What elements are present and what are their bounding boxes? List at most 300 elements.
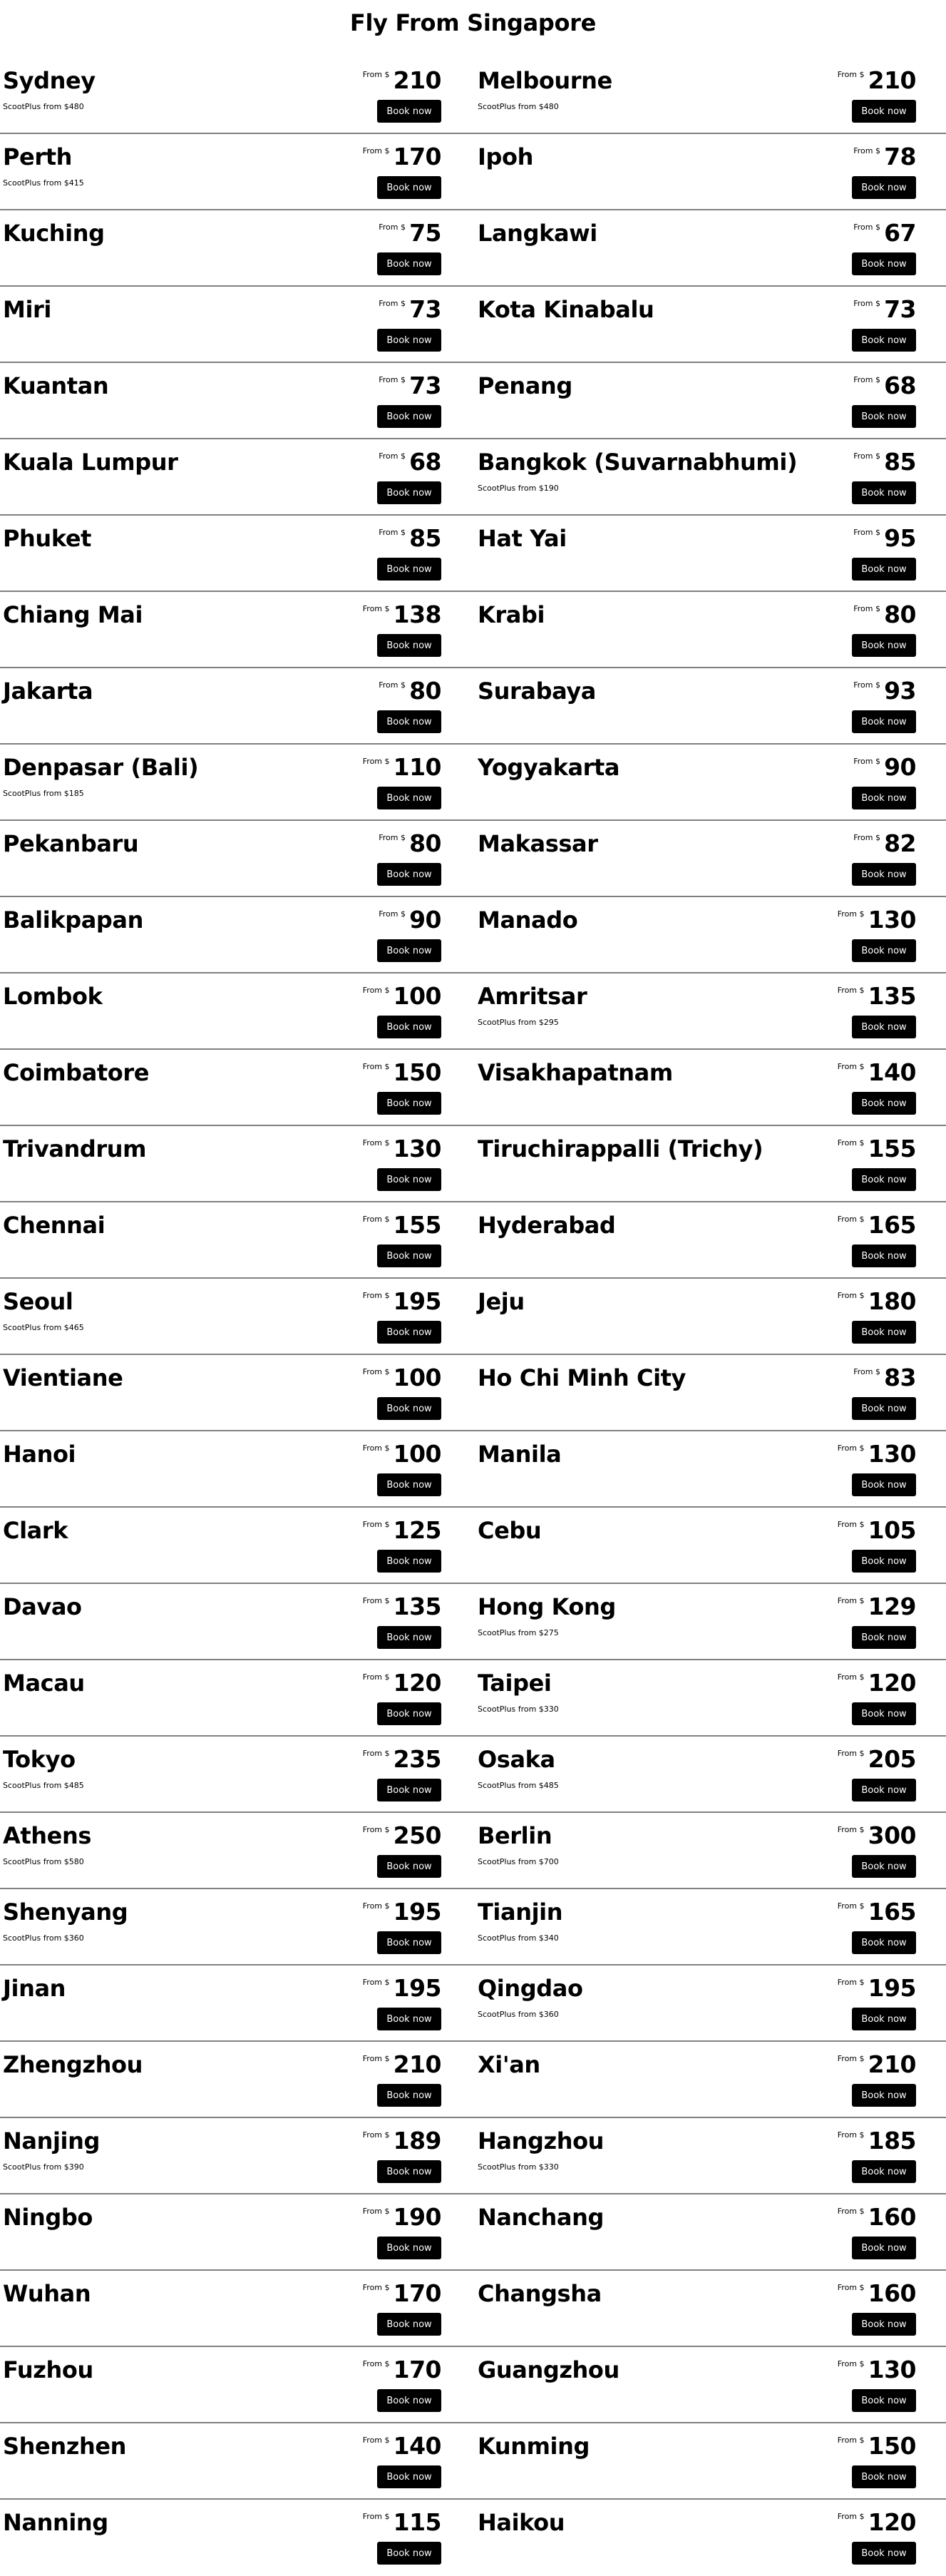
book-now-button[interactable]: Book now (377, 1092, 441, 1115)
from-label: From $ (837, 1901, 865, 1911)
book-now-button[interactable]: Book now (852, 2465, 916, 2488)
destination-card (3, 58, 441, 133)
book-now-button[interactable]: Book now (852, 2008, 916, 2030)
book-now-button[interactable]: Book now (852, 2389, 916, 2412)
price-value: 110 (393, 753, 441, 781)
destination-card (478, 1737, 916, 1811)
destination-city: Shenyang (3, 1898, 128, 1926)
price-value: 90 (884, 753, 916, 781)
book-now-button[interactable]: Book now (852, 1016, 916, 1038)
book-now-button[interactable]: Book now (852, 2237, 916, 2259)
from-label: From $ (837, 2130, 865, 2140)
price-value: 210 (393, 2050, 441, 2078)
scootplus-fare: ScootPlus from $580 (3, 1857, 84, 1866)
from-label: From $ (853, 757, 880, 766)
book-now-button[interactable]: Book now (377, 1626, 441, 1649)
book-now-button[interactable]: Book now (377, 787, 441, 809)
destination-city: Wuhan (3, 2280, 91, 2307)
fare-price (853, 372, 916, 399)
destination-city: Vientiane (3, 1364, 123, 1391)
fare-price (838, 1593, 916, 1620)
fare-price (853, 295, 916, 323)
book-now-button[interactable]: Book now (377, 558, 441, 581)
page-title: Fly From Singapore (349, 9, 597, 36)
book-now-button[interactable]: Book now (377, 1931, 441, 1954)
price-value: 68 (409, 448, 441, 476)
destination-card (478, 1508, 916, 1583)
fare-price (363, 1669, 441, 1697)
fare-price (853, 524, 916, 552)
scootplus-fare: ScootPlus from $485 (3, 1781, 84, 1790)
destination-row (0, 210, 946, 287)
destination-card (3, 1813, 441, 1888)
price-value: 195 (868, 1974, 916, 2002)
destination-city: Manila (478, 1441, 562, 1468)
fare-price (363, 2508, 441, 2536)
book-now-button[interactable]: Book now (852, 1779, 916, 1801)
fare-price (838, 1440, 916, 1468)
price-value: 80 (409, 829, 441, 857)
destination-card (478, 1966, 916, 2040)
destination-city: Bangkok (Suvarnabhumi) (478, 449, 798, 476)
fare-price (363, 1821, 441, 1849)
from-label: From $ (837, 2207, 865, 2216)
from-label: From $ (362, 1978, 390, 1987)
destination-card (478, 58, 916, 133)
from-label: From $ (837, 2436, 865, 2445)
destination-city: Manado (478, 906, 578, 934)
destination-card (478, 1584, 916, 1659)
destination-city: Athens (3, 1822, 91, 1849)
fare-price (838, 1058, 916, 1086)
book-now-button[interactable]: Book now (377, 863, 441, 886)
destination-city: Hyderabad (478, 1212, 616, 1239)
price-value: 105 (868, 1516, 916, 1544)
destination-city: Krabi (478, 601, 545, 628)
book-now-button[interactable]: Book now (852, 2084, 916, 2107)
book-now-button[interactable]: Book now (377, 1397, 441, 1420)
fare-price (379, 906, 441, 934)
from-label: From $ (362, 604, 390, 613)
destination-row (0, 745, 946, 821)
book-now-button[interactable]: Book now (852, 176, 916, 199)
book-now-button[interactable]: Book now (852, 2313, 916, 2336)
destination-card (3, 1050, 441, 1125)
book-now-button[interactable]: Book now (852, 481, 916, 504)
price-value: 67 (884, 219, 916, 247)
destination-card (3, 363, 441, 438)
price-value: 189 (393, 2127, 441, 2155)
destination-city: Xi'an (478, 2051, 540, 2078)
from-label: From $ (362, 1291, 390, 1300)
destination-row (0, 1431, 946, 1508)
fare-price (363, 600, 441, 628)
destination-city: Penang (478, 372, 572, 399)
from-label: From $ (362, 1672, 390, 1682)
book-now-button[interactable]: Book now (852, 2542, 916, 2565)
destination-card (3, 1584, 441, 1659)
destination-city: Berlin (478, 1822, 552, 1849)
book-now-button[interactable]: Book now (852, 1626, 916, 1649)
destination-city: Amritsar (478, 983, 587, 1010)
price-value: 210 (868, 2050, 916, 2078)
destination-card (3, 1966, 441, 2040)
from-label: From $ (853, 451, 880, 461)
book-now-button[interactable]: Book now (377, 100, 441, 123)
destination-card (478, 1660, 916, 1735)
destination-row (0, 1966, 946, 2042)
destination-card (478, 1813, 916, 1888)
fare-price (363, 1593, 441, 1620)
book-now-button[interactable]: Book now (852, 558, 916, 581)
fare-price (363, 1135, 441, 1162)
destination-city: Coimbatore (3, 1059, 150, 1086)
fare-price (379, 372, 441, 399)
from-label: From $ (362, 757, 390, 766)
from-label: From $ (837, 2512, 865, 2521)
from-label: From $ (837, 1978, 865, 1987)
book-now-button[interactable]: Book now (377, 252, 441, 275)
destination-city: Hat Yai (478, 525, 567, 552)
price-value: 135 (393, 1593, 441, 1620)
destination-city: Jakarta (3, 678, 93, 705)
price-value: 68 (884, 372, 916, 399)
destination-row (0, 439, 946, 516)
destination-row (0, 134, 946, 210)
destination-city: Phuket (3, 525, 92, 552)
price-value: 185 (868, 2127, 916, 2155)
destination-card (3, 2423, 441, 2498)
destination-card (478, 2042, 916, 2117)
price-value: 195 (393, 1974, 441, 2002)
book-now-button[interactable]: Book now (852, 1702, 916, 1725)
price-value: 90 (409, 906, 441, 934)
destination-card (3, 1431, 441, 1506)
destination-card (478, 210, 916, 285)
destination-city: Haikou (478, 2509, 565, 2536)
book-now-button[interactable]: Book now (377, 2313, 441, 2336)
price-value: 235 (393, 1745, 441, 1773)
fare-price (838, 906, 916, 934)
price-value: 100 (393, 982, 441, 1010)
from-label: From $ (362, 1520, 390, 1529)
book-now-button[interactable]: Book now (377, 939, 441, 962)
destination-row (0, 1584, 946, 1660)
book-now-button[interactable]: Book now (377, 405, 441, 428)
price-value: 125 (393, 1516, 441, 1544)
destination-row (0, 1889, 946, 1966)
book-now-button[interactable]: Book now (377, 1168, 441, 1191)
from-label: From $ (837, 1825, 865, 1834)
from-label: From $ (837, 1062, 865, 1071)
fare-price (379, 524, 441, 552)
price-value: 150 (393, 1058, 441, 1086)
price-value: 195 (393, 1898, 441, 1926)
book-now-button[interactable]: Book now (377, 710, 441, 733)
book-now-button[interactable]: Book now (377, 1016, 441, 1038)
price-value: 195 (393, 1287, 441, 1315)
destination-card (478, 2423, 916, 2498)
fare-price (838, 1211, 916, 1239)
destination-city: Clark (3, 1517, 68, 1544)
fare-price (379, 448, 441, 476)
scootplus-fare: ScootPlus from $185 (3, 789, 84, 798)
destination-row (0, 592, 946, 668)
destination-row (0, 58, 946, 134)
from-label: From $ (837, 1138, 865, 1148)
book-now-button[interactable]: Book now (852, 863, 916, 886)
from-label: From $ (837, 1291, 865, 1300)
fare-price (363, 2356, 441, 2383)
book-now-button[interactable]: Book now (852, 939, 916, 962)
fare-price (363, 143, 441, 170)
destination-city: Fuzhou (3, 2356, 93, 2383)
destination-row (0, 2118, 946, 2194)
from-label: From $ (837, 909, 865, 919)
price-value: 82 (884, 829, 916, 857)
book-now-button[interactable]: Book now (852, 710, 916, 733)
book-now-button[interactable]: Book now (377, 1702, 441, 1725)
fare-price (838, 1974, 916, 2002)
price-value: 115 (393, 2508, 441, 2536)
destination-city: Cebu (478, 1517, 542, 1544)
destination-city: Pekanbaru (3, 830, 139, 857)
fare-price (363, 2127, 441, 2155)
destination-row (0, 1813, 946, 1889)
destination-city: Lombok (3, 983, 103, 1010)
from-label: From $ (837, 2054, 865, 2063)
book-now-button[interactable]: Book now (852, 787, 916, 809)
from-label: From $ (853, 1367, 880, 1376)
book-now-button[interactable]: Book now (852, 1397, 916, 1420)
from-label: From $ (853, 604, 880, 613)
price-value: 300 (868, 1821, 916, 1849)
destination-city: Chiang Mai (3, 601, 143, 628)
destination-city: Hong Kong (478, 1593, 616, 1620)
fare-price (853, 677, 916, 705)
from-label: From $ (379, 909, 406, 919)
scootplus-fare: ScootPlus from $465 (3, 1323, 84, 1332)
scootplus-fare: ScootPlus from $390 (3, 2162, 84, 2172)
fare-price (838, 2050, 916, 2078)
price-value: 100 (393, 1440, 441, 1468)
destination-row (0, 287, 946, 363)
book-now-button[interactable]: Book now (377, 176, 441, 199)
destination-city: Perth (3, 143, 73, 170)
price-value: 155 (868, 1135, 916, 1162)
fare-price (363, 1898, 441, 1926)
destination-city: Kuching (3, 220, 105, 247)
destination-card (3, 1355, 441, 1430)
destination-card (3, 287, 441, 362)
from-label: From $ (362, 1596, 390, 1605)
destination-card (478, 897, 916, 972)
book-now-button[interactable]: Book now (852, 100, 916, 123)
scootplus-fare: ScootPlus from $275 (478, 1628, 559, 1637)
price-value: 250 (393, 1821, 441, 1849)
fare-price (363, 1287, 441, 1315)
destination-card (3, 2118, 441, 2193)
book-now-button[interactable]: Book now (852, 1244, 916, 1267)
destination-card (478, 2118, 916, 2193)
fare-price (853, 448, 916, 476)
book-now-button[interactable]: Book now (377, 2084, 441, 2107)
price-value: 129 (868, 1593, 916, 1620)
book-now-button[interactable]: Book now (377, 634, 441, 657)
fare-price (838, 2356, 916, 2383)
fare-price (838, 1898, 916, 1926)
destination-card (478, 287, 916, 362)
from-label: From $ (362, 70, 390, 79)
destination-row (0, 1202, 946, 1279)
destination-card (3, 973, 441, 1048)
from-label: From $ (362, 2359, 390, 2368)
from-label: From $ (362, 1215, 390, 1224)
from-label: From $ (853, 528, 880, 537)
book-now-button[interactable]: Book now (377, 1473, 441, 1496)
book-now-button[interactable]: Book now (852, 1321, 916, 1344)
price-value: 95 (884, 524, 916, 552)
fare-price (363, 1211, 441, 1239)
book-now-button[interactable]: Book now (852, 252, 916, 275)
price-value: 73 (884, 295, 916, 323)
book-now-button[interactable]: Book now (852, 405, 916, 428)
from-label: From $ (853, 223, 880, 232)
price-value: 80 (884, 600, 916, 628)
fare-price (363, 2050, 441, 2078)
destination-row (0, 2423, 946, 2500)
price-value: 120 (868, 1669, 916, 1697)
book-now-button[interactable]: Book now (377, 2389, 441, 2412)
fare-price (838, 2279, 916, 2307)
fare-price (838, 1745, 916, 1773)
book-now-button[interactable]: Book now (852, 1168, 916, 1191)
from-label: From $ (837, 986, 865, 995)
destination-row (0, 1050, 946, 1126)
book-now-button[interactable]: Book now (377, 481, 441, 504)
from-label: From $ (837, 2283, 865, 2292)
price-value: 165 (868, 1898, 916, 1926)
book-now-button[interactable]: Book now (377, 1321, 441, 1344)
destination-card (478, 1889, 916, 1964)
book-now-button[interactable]: Book now (377, 1855, 441, 1878)
destination-row (0, 2194, 946, 2271)
book-now-button[interactable]: Book now (852, 329, 916, 352)
fare-price (379, 677, 441, 705)
price-value: 73 (409, 295, 441, 323)
from-label: From $ (837, 1749, 865, 1758)
from-label: From $ (379, 528, 406, 537)
book-now-button[interactable]: Book now (377, 2542, 441, 2565)
destination-city: Chennai (3, 1212, 106, 1239)
destination-card (478, 821, 916, 896)
destination-city: Taipei (478, 1670, 552, 1697)
destination-card (3, 2500, 441, 2575)
book-now-button[interactable]: Book now (377, 1244, 441, 1267)
from-label: From $ (379, 299, 406, 308)
book-now-button[interactable]: Book now (377, 329, 441, 352)
fare-price (363, 1440, 441, 1468)
destination-city: Visakhapatnam (478, 1059, 673, 1086)
destination-city: Denpasar (Bali) (3, 754, 199, 781)
destination-card (3, 2042, 441, 2117)
destination-row (0, 2500, 946, 2576)
fare-price (838, 1821, 916, 1849)
book-now-button[interactable]: Book now (377, 2160, 441, 2183)
book-now-button[interactable]: Book now (377, 1779, 441, 1801)
destination-row (0, 821, 946, 897)
destination-city: Langkawi (478, 220, 597, 247)
destination-row (0, 973, 946, 1050)
from-label: From $ (837, 1672, 865, 1682)
fare-price (853, 143, 916, 170)
fare-price (363, 982, 441, 1010)
destination-city: Jinan (3, 1975, 66, 2002)
from-label: From $ (837, 1215, 865, 1224)
fare-price (853, 600, 916, 628)
destination-city: Guangzhou (478, 2356, 619, 2383)
destination-city: Tianjin (478, 1898, 563, 1926)
fare-price (838, 2203, 916, 2231)
destination-city: Ningbo (3, 2204, 93, 2231)
fare-price (853, 753, 916, 781)
fare-price (363, 1364, 441, 1391)
destination-city: Yogyakarta (478, 754, 620, 781)
book-now-button[interactable]: Book now (852, 1550, 916, 1573)
destination-city: Balikpapan (3, 906, 143, 934)
book-now-button[interactable]: Book now (852, 2160, 916, 2183)
price-value: 160 (868, 2279, 916, 2307)
book-now-button[interactable]: Book now (377, 2008, 441, 2030)
from-label: From $ (362, 1443, 390, 1453)
fare-price (838, 982, 916, 1010)
destination-city: Tokyo (3, 1746, 76, 1773)
destination-card (3, 1889, 441, 1964)
destination-city: Kuantan (3, 372, 109, 399)
from-label: From $ (853, 375, 880, 384)
price-value: 130 (393, 1135, 441, 1162)
from-label: From $ (362, 1749, 390, 1758)
book-now-button[interactable]: Book now (377, 2465, 441, 2488)
book-now-button[interactable]: Book now (852, 1931, 916, 1954)
destination-city: Ho Chi Minh City (478, 1364, 687, 1391)
destination-city: Nanjing (3, 2127, 100, 2155)
book-now-button[interactable]: Book now (852, 1092, 916, 1115)
book-now-button[interactable]: Book now (377, 1550, 441, 1573)
book-now-button[interactable]: Book now (852, 634, 916, 657)
destination-card (3, 2194, 441, 2269)
book-now-button[interactable]: Book now (377, 2237, 441, 2259)
price-value: 135 (868, 982, 916, 1010)
destination-card (478, 2194, 916, 2269)
destination-card (478, 1355, 916, 1430)
book-now-button[interactable]: Book now (852, 1855, 916, 1878)
scootplus-fare: ScootPlus from $480 (478, 102, 559, 111)
price-value: 130 (868, 906, 916, 934)
fare-price (838, 2127, 916, 2155)
fare-price (379, 295, 441, 323)
destination-city: Surabaya (478, 678, 596, 705)
price-value: 100 (393, 1364, 441, 1391)
destination-card (478, 134, 916, 209)
destination-card (478, 745, 916, 819)
from-label: From $ (853, 680, 880, 690)
from-label: From $ (379, 375, 406, 384)
scootplus-fare: ScootPlus from $330 (478, 2162, 559, 2172)
destination-city: Trivandrum (3, 1135, 147, 1162)
book-now-button[interactable]: Book now (852, 1473, 916, 1496)
destination-city: Hangzhou (478, 2127, 605, 2155)
